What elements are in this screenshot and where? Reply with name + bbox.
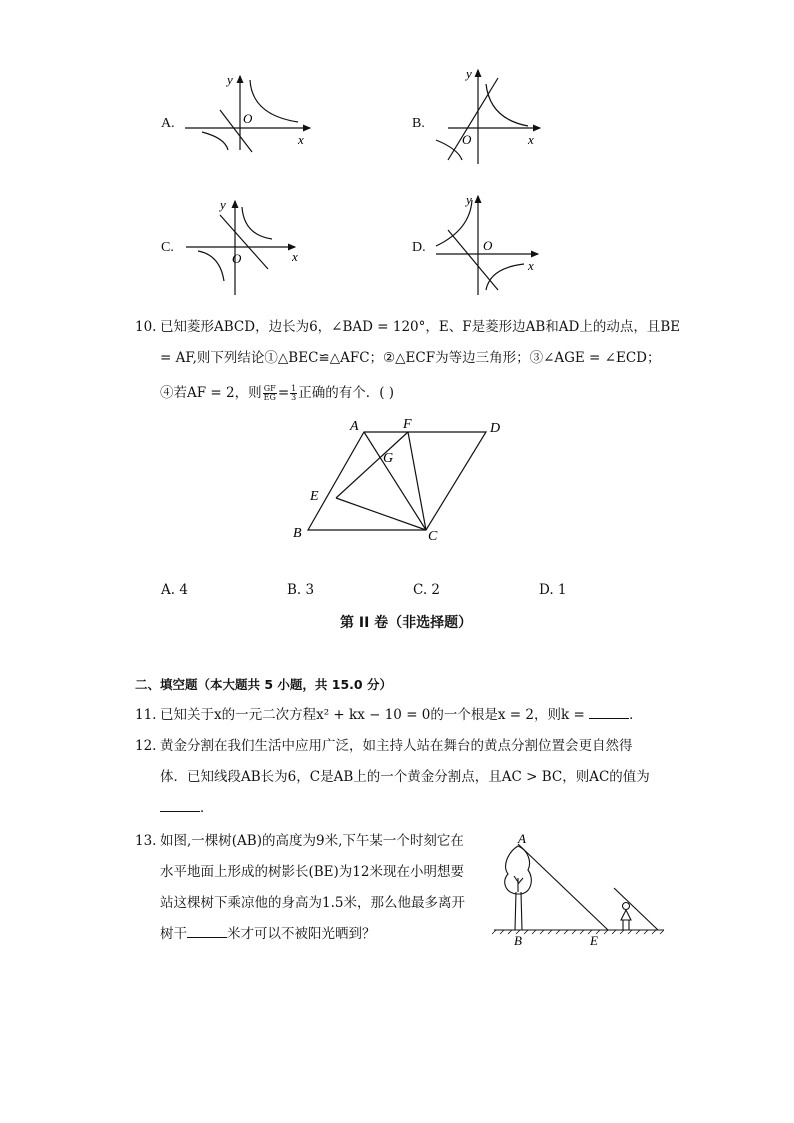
q12-line3 — [160, 799, 214, 817]
label-f: F — [403, 417, 412, 432]
q10-line3 — [160, 384, 394, 402]
q10-line3-pre: ④若AF = 2，则 — [160, 385, 262, 401]
q10-line3-post: 正确的有个．( ) — [298, 385, 395, 401]
option-a-graph — [180, 70, 320, 150]
origin-label: O — [243, 111, 253, 126]
label-e: E — [590, 933, 598, 948]
tree-shadow-figure — [492, 830, 672, 950]
label-b: B — [293, 526, 302, 541]
equals-sign: = — [277, 385, 290, 401]
svg-text:x: x — [528, 258, 534, 273]
svg-text:y: y — [466, 192, 472, 207]
q13-line1: 如图,一棵树(AB)的高度为9米,下午某一个时刻它在 — [160, 833, 464, 849]
answer-blank[interactable] — [187, 925, 227, 938]
option-c-graph — [180, 195, 310, 295]
q11-text-pre: 已知关于x的一元二次方程x² + kx − 10 = 0的一个根是x = 2，则k = — [160, 707, 585, 723]
q10-choice-c: C. 2 — [413, 582, 441, 598]
q10-number: 10. — [135, 319, 157, 335]
fraction-one-third — [290, 385, 297, 402]
q13-line2: 水平地面上形成的树影长(BE)为12米现在小明想要 — [160, 864, 464, 880]
q10-line2: = AF,则下列结论①△BEC≌△AFC；②△ECF为等边三角形；③∠AGE = ∠ECD； — [160, 350, 661, 366]
option-a-label: A. — [161, 116, 175, 131]
q10-choice-d: D. 1 — [539, 582, 567, 598]
rhombus-figure — [290, 412, 510, 552]
q13-line4 — [160, 925, 376, 943]
fraction-gf-eg — [263, 385, 277, 402]
axis-x-label: x — [298, 132, 304, 147]
answer-blank[interactable] — [589, 706, 629, 719]
q11-text-post: ． — [629, 707, 643, 723]
option-b-graph — [428, 64, 548, 164]
q12-number: 12. — [135, 738, 157, 754]
svg-text:O: O — [232, 251, 242, 266]
svg-text:y: y — [220, 197, 226, 212]
label-b: B — [514, 933, 522, 948]
q13-line4-post: 米才可以不被阳光晒到？ — [227, 926, 376, 942]
q12-line3-post: ． — [200, 800, 214, 816]
option-d-graph — [432, 190, 552, 300]
option-d-label: D. — [412, 240, 426, 255]
fraction-denominator: 3 — [291, 393, 297, 402]
label-a: A — [518, 831, 526, 846]
q11-text — [160, 706, 643, 724]
section2-header: 二、填空题（本大题共 5 小题，共 15.0 分） — [135, 677, 392, 692]
q11-number: 11. — [135, 707, 157, 723]
q13-line4-pre: 树干 — [160, 926, 187, 942]
label-g: G — [383, 451, 394, 466]
hyperbola-branch-2 — [202, 132, 228, 150]
label-e: E — [310, 489, 319, 504]
label-a: A — [350, 419, 359, 434]
q12-line1: 黄金分割在我们生活中应用广泛，如主持人站在舞台的黄点分割位置会更自然得 — [160, 738, 633, 754]
svg-text:y: y — [466, 66, 472, 81]
axis-y-label: y — [227, 72, 233, 87]
svg-text:x: x — [528, 132, 534, 147]
svg-text:O: O — [483, 238, 493, 253]
hyperbola-branch-1 — [250, 80, 298, 122]
part2-title: 第 II 卷（非选择题） — [340, 615, 473, 631]
q13-number: 13. — [135, 833, 157, 849]
option-b-label: B. — [412, 116, 425, 131]
fraction-numerator: GF — [263, 384, 276, 393]
q10-line1: 已知菱形ABCD，边长为6，∠BAD = 120°，E、F是菱形边AB和AD上的动点，且BE — [160, 319, 681, 335]
label-d: D — [490, 421, 501, 436]
option-c-label: C. — [161, 240, 174, 255]
q13-line3: 站这棵树下乘凉他的身高为1.5米，那么他最多离开 — [160, 895, 465, 911]
svg-text:O: O — [462, 132, 472, 147]
fraction-numerator: 1 — [291, 384, 297, 393]
q10-choice-a: A. 4 — [161, 582, 188, 598]
q12-line2: 体．已知线段AB长为6，C是AB上的一个黄金分割点，且AC > BC，则AC的值为 — [160, 769, 650, 785]
label-c: C — [428, 529, 438, 544]
answer-blank[interactable] — [160, 799, 200, 812]
svg-text:x: x — [292, 249, 298, 264]
q10-choice-b: B. 3 — [287, 582, 315, 598]
fraction-denominator: EG — [263, 393, 276, 402]
